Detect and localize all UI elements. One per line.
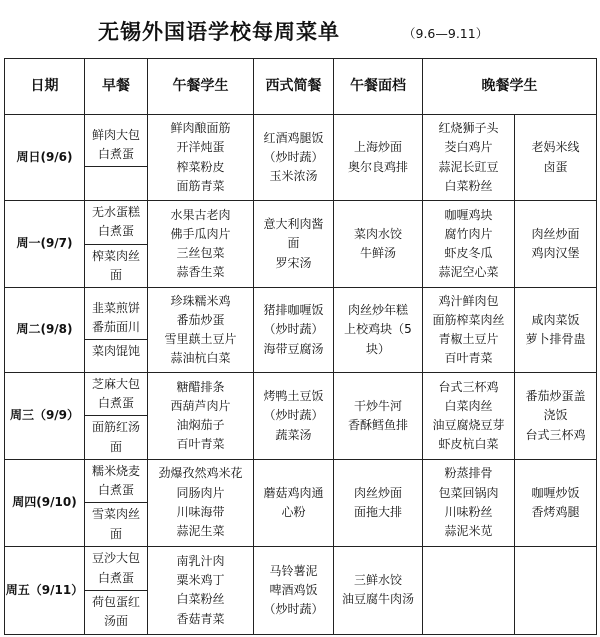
day-label: 周二(9/8) bbox=[5, 288, 85, 373]
dinner-b-cell bbox=[515, 201, 597, 288]
menu-item: 包菜回锅肉 bbox=[438, 485, 499, 500]
menu-item: 荷包蛋红 bbox=[91, 594, 140, 609]
menu-item: 川味粉丝 bbox=[444, 504, 493, 519]
menu-item: 鸡肉汉堡 bbox=[531, 246, 580, 260]
menu-item: 虾皮杭白菜 bbox=[438, 437, 499, 452]
noodle-cell bbox=[334, 115, 423, 201]
menu-item: 白煮蛋 bbox=[97, 224, 134, 239]
breakfast-bottom bbox=[85, 503, 147, 545]
noodle-cell bbox=[334, 201, 423, 288]
breakfast-bottom bbox=[85, 416, 147, 458]
menu-item: 腐竹肉片 bbox=[444, 226, 493, 241]
menu-item: 萝卜排骨蛊 bbox=[525, 332, 586, 346]
menu-item: 油豆腐牛肉汤 bbox=[341, 592, 414, 607]
menu-table bbox=[4, 58, 597, 635]
menu-item: 香菇青菜 bbox=[176, 611, 225, 626]
dinner-a-cell bbox=[423, 546, 515, 634]
menu-item: 韭菜煎饼 bbox=[91, 300, 140, 315]
breakfast-cell bbox=[85, 546, 148, 634]
menu-item: 粟米鸡丁 bbox=[176, 573, 225, 588]
menu-item: 白煮蛋 bbox=[97, 570, 134, 585]
menu-item: 咸肉菜饭 bbox=[531, 312, 580, 327]
dinner-b-cell bbox=[515, 459, 597, 546]
header-breakfast: 早餐 bbox=[85, 59, 148, 115]
breakfast-bottom bbox=[85, 245, 147, 287]
breakfast-bottom bbox=[85, 591, 147, 633]
dinner-b-cell bbox=[515, 115, 597, 201]
menu-item: 番茄面川 bbox=[91, 319, 140, 334]
date-range: （9.6—9.11） bbox=[403, 26, 489, 41]
menu-item: 芝麻大包 bbox=[91, 377, 140, 391]
menu-item: 蒜油杭白菜 bbox=[170, 351, 231, 366]
dinner-a-cell bbox=[423, 115, 515, 201]
lunch-student-cell bbox=[148, 115, 254, 201]
menu-item: 玉米浓汤 bbox=[269, 169, 318, 184]
day-row bbox=[5, 546, 597, 634]
title-bar bbox=[0, 0, 600, 58]
menu-item: 三鲜水饺 bbox=[353, 573, 402, 588]
page-title: 无锡外国语学校每周菜单 bbox=[98, 20, 340, 44]
menu-item: 红酒鸡腿饭 bbox=[263, 130, 324, 145]
menu-item: 面 bbox=[109, 267, 122, 282]
noodle-cell bbox=[334, 288, 423, 373]
menu-item: 蒜泥长豇豆 bbox=[438, 159, 499, 174]
menu-item: 菜肉馄饨 bbox=[91, 344, 140, 359]
menu-item: 香烤鸡腿 bbox=[531, 504, 580, 519]
menu-item: 雪菜肉丝 bbox=[91, 507, 140, 522]
menu-item: 糯米烧麦 bbox=[91, 463, 140, 478]
menu-item: 菜肉水饺 bbox=[353, 226, 402, 241]
menu-item: 豆沙大包 bbox=[91, 551, 140, 566]
header-western: 西式简餐 bbox=[254, 59, 334, 115]
menu-item: 百叶青菜 bbox=[176, 437, 225, 452]
menu-item: 白煮蛋 bbox=[97, 147, 134, 161]
menu-item: 白煮蛋 bbox=[97, 396, 134, 411]
menu-item: 蔬菜汤 bbox=[275, 427, 312, 442]
menu-item: 鲜肉酿面筋 bbox=[170, 121, 231, 136]
menu-item: 油焖茄子 bbox=[176, 417, 225, 432]
dinner-a-cell bbox=[423, 459, 515, 546]
menu-item: 块） bbox=[365, 341, 390, 356]
day-label: 周一(9/7) bbox=[5, 201, 85, 288]
menu-item: 雪里蕻土豆片 bbox=[164, 332, 237, 346]
day-row bbox=[5, 115, 597, 201]
header-row bbox=[5, 59, 597, 115]
day-label: 周四(9/10) bbox=[5, 459, 85, 546]
menu-item: 无水蛋糕 bbox=[91, 205, 140, 220]
menu-item: 榨菜粉皮 bbox=[176, 159, 225, 174]
western-cell bbox=[254, 201, 334, 288]
breakfast-cell bbox=[85, 373, 148, 460]
menu-item: 肉丝炒面 bbox=[353, 485, 402, 500]
menu-item: 面拖大排 bbox=[353, 504, 402, 519]
noodle-cell bbox=[334, 459, 423, 546]
menu-item: 蒜泥空心菜 bbox=[438, 265, 499, 280]
menu-item: 劲爆孜然鸡米花 bbox=[158, 466, 243, 481]
menu-item: 台式三杯鸡 bbox=[438, 379, 499, 394]
western-cell bbox=[254, 373, 334, 460]
day-row bbox=[5, 373, 597, 460]
western-cell bbox=[254, 115, 334, 201]
menu-item: 水果古老肉 bbox=[170, 207, 231, 222]
menu-item: 肉丝炒面 bbox=[531, 226, 580, 241]
menu-item: 粉蒸排骨 bbox=[444, 466, 493, 481]
menu-item: 榨菜肉丝 bbox=[91, 248, 140, 263]
menu-item: 南乳汁肉 bbox=[176, 553, 225, 568]
breakfast-top bbox=[85, 297, 147, 340]
dinner-a-cell bbox=[423, 288, 515, 373]
menu-item: 面筋榨菜肉丝 bbox=[432, 312, 505, 327]
menu-item: 蒜泥米苋 bbox=[444, 524, 493, 539]
lunch-student-cell bbox=[148, 373, 254, 460]
menu-item: 红烧狮子头 bbox=[438, 121, 499, 136]
menu-item: 番茄炒蛋盖 bbox=[525, 389, 586, 404]
menu-item: 面 bbox=[109, 439, 122, 454]
menu-item: 牛鲜汤 bbox=[359, 246, 396, 260]
menu-item: 川味海带 bbox=[176, 504, 225, 519]
menu-item: 鲜肉大包 bbox=[91, 127, 140, 142]
western-cell bbox=[254, 459, 334, 546]
menu-item: 开洋炖蛋 bbox=[176, 140, 225, 155]
menu-item: （炒时蔬） bbox=[263, 149, 324, 164]
menu-item: 烤鸭土豆饭 bbox=[263, 389, 324, 404]
breakfast-top bbox=[85, 201, 147, 244]
breakfast-cell bbox=[85, 201, 148, 288]
header-dinner-student: 晚餐学生 bbox=[423, 59, 597, 115]
menu-item: 心粉 bbox=[281, 504, 306, 519]
day-row bbox=[5, 459, 597, 546]
menu-item: 老妈米线 bbox=[531, 140, 580, 155]
breakfast-top bbox=[85, 547, 147, 590]
menu-item: （炒时蔬） bbox=[263, 322, 324, 337]
dinner-b-cell bbox=[515, 546, 597, 634]
dinner-b-cell bbox=[515, 288, 597, 373]
menu-item: 啤酒鸡饭 bbox=[269, 582, 318, 597]
day-row bbox=[5, 288, 597, 373]
menu-item: 白煮蛋 bbox=[97, 483, 134, 498]
menu-item: 白菜肉丝 bbox=[444, 398, 493, 413]
menu-item: 海带豆腐汤 bbox=[263, 341, 324, 356]
western-cell bbox=[254, 546, 334, 634]
lunch-student-cell bbox=[148, 546, 254, 634]
menu-item: 同肠肉片 bbox=[176, 485, 225, 500]
menu-item: 马铃薯泥 bbox=[269, 563, 318, 578]
dinner-a-cell bbox=[423, 201, 515, 288]
menu-item: 番茄炒蛋 bbox=[176, 312, 225, 327]
menu-item: 卤蛋 bbox=[543, 159, 568, 174]
menu-item: 白菜粉丝 bbox=[176, 592, 225, 607]
menu-item: 糖醋排条 bbox=[176, 379, 225, 394]
dinner-b-cell bbox=[515, 373, 597, 460]
noodle-cell bbox=[334, 546, 423, 634]
breakfast-cell bbox=[85, 288, 148, 373]
lunch-student-cell bbox=[148, 288, 254, 373]
menu-item: （炒时蔬） bbox=[263, 601, 324, 616]
menu-item: 台式三杯鸡 bbox=[525, 427, 586, 442]
menu-item: 意大利肉酱 bbox=[263, 217, 324, 232]
menu-item: 肉丝炒年糕 bbox=[347, 303, 408, 318]
header-noodle: 午餐面档 bbox=[334, 59, 423, 115]
menu-item: 面筋青菜 bbox=[176, 178, 225, 193]
menu-item: 青椒土豆片 bbox=[438, 332, 499, 346]
menu-item: 咖喱炒饭 bbox=[531, 485, 580, 500]
breakfast-top bbox=[85, 124, 147, 167]
breakfast-top bbox=[85, 460, 147, 503]
menu-item: 虾皮冬瓜 bbox=[444, 246, 493, 260]
menu-item: 咖喱鸡块 bbox=[444, 207, 493, 222]
menu-item: 香酥鳕鱼排 bbox=[347, 417, 408, 432]
day-row bbox=[5, 201, 597, 288]
menu-item: 蒜泥生菜 bbox=[176, 524, 225, 539]
menu-item: 油豆腐烧豆芽 bbox=[432, 417, 505, 432]
menu-item: 西葫芦肉片 bbox=[170, 398, 231, 413]
menu-item: 干炒牛河 bbox=[353, 398, 402, 413]
day-label: 周五（9/11） bbox=[5, 546, 85, 634]
header-date: 日期 bbox=[5, 59, 85, 115]
menu-item: 上校鸡块（5 bbox=[344, 322, 412, 337]
noodle-cell bbox=[334, 373, 423, 460]
menu-item: 茭白鸡片 bbox=[444, 140, 493, 155]
breakfast-bottom bbox=[85, 340, 147, 363]
menu-item: 奥尔良鸡排 bbox=[347, 159, 408, 174]
menu-item: 百叶青菜 bbox=[444, 351, 493, 366]
menu-item: 面筋红汤 bbox=[91, 420, 140, 435]
breakfast-cell bbox=[85, 115, 148, 201]
western-cell bbox=[254, 288, 334, 373]
menu-item: （炒时蔬） bbox=[263, 408, 324, 423]
header-lunch-student: 午餐学生 bbox=[148, 59, 254, 115]
menu-item: 白菜粉丝 bbox=[444, 178, 493, 193]
menu-item: 上海炒面 bbox=[353, 140, 402, 155]
lunch-student-cell bbox=[148, 459, 254, 546]
menu-item: 面 bbox=[287, 236, 300, 251]
day-label: 周日(9/6) bbox=[5, 115, 85, 201]
menu-item: 罗宋汤 bbox=[275, 255, 312, 270]
menu-item: 三丝包菜 bbox=[176, 246, 225, 260]
menu-item: 面 bbox=[109, 526, 122, 541]
breakfast-cell bbox=[85, 459, 148, 546]
lunch-student-cell bbox=[148, 201, 254, 288]
day-label: 周三（9/9） bbox=[5, 373, 85, 460]
dinner-a-cell bbox=[423, 373, 515, 460]
menu-item: 浇饭 bbox=[543, 408, 568, 423]
menu-item: 佛手瓜肉片 bbox=[170, 226, 231, 241]
menu-item: 猪排咖喱饭 bbox=[263, 303, 324, 318]
menu-item: 珍珠糯米鸡 bbox=[170, 293, 231, 308]
breakfast-top bbox=[85, 373, 147, 416]
menu-item: 蒜香生菜 bbox=[176, 265, 225, 280]
menu-item: 鸡汁鲜肉包 bbox=[438, 293, 499, 308]
breakfast-bottom bbox=[85, 167, 147, 191]
menu-item: 蘑菇鸡肉通 bbox=[263, 485, 324, 500]
menu-item: 汤面 bbox=[103, 614, 128, 629]
